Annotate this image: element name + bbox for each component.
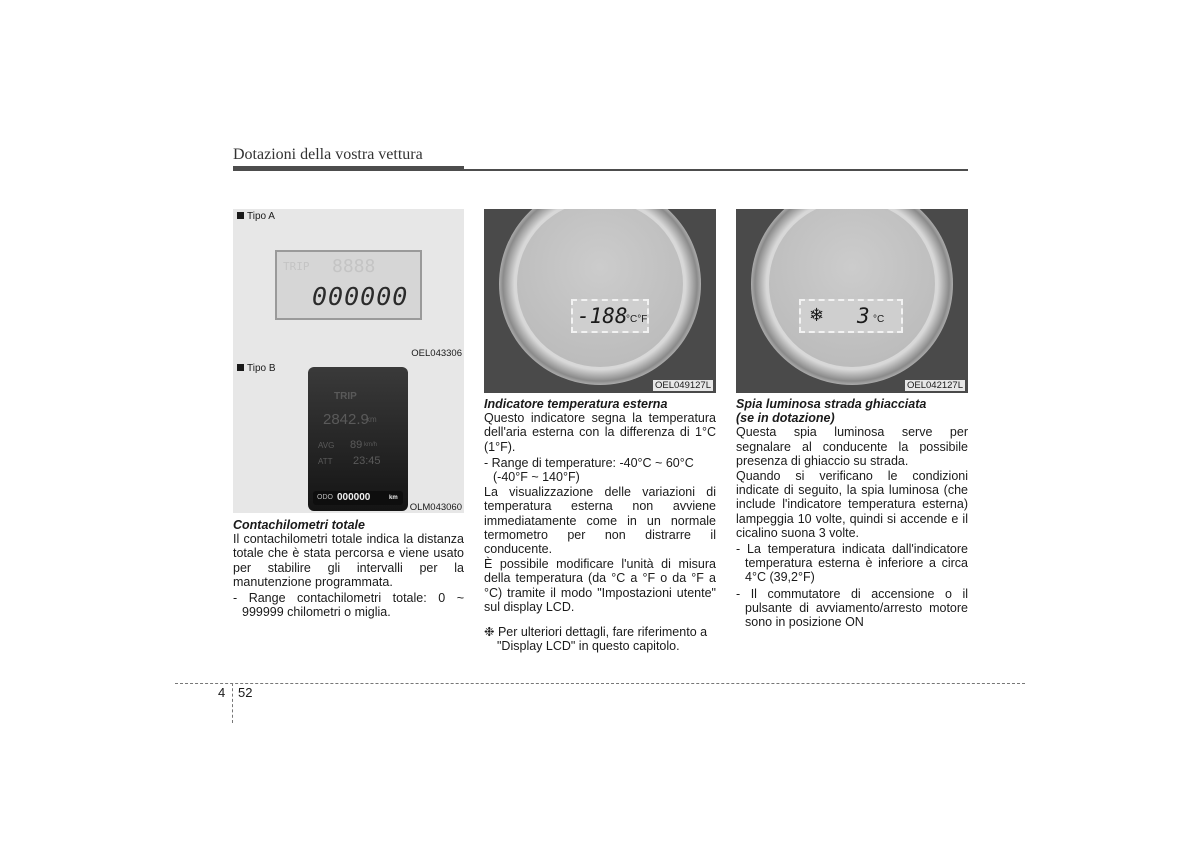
snowflake-icon: ❄ [809,305,825,325]
paragraph: È possibile modificare l'unità di misura della temperatura (da °C a °F o da °F a °C) tramite il modo "Impostazioni utente" sul display LCD. [484,557,716,614]
lcd-odometer-a [275,250,422,320]
figure-tipo-b [233,361,464,513]
section-subtitle: (se in dotazione) [736,411,835,426]
trip-value: 2842.9 [323,411,369,428]
section-title: Spia luminosa strada ghiacciata [736,397,927,411]
paragraph: Questo indicatore segna la temperatura dell'aria esterna con la differenza di 1°C (1°F). [484,411,716,454]
figure-label [237,211,275,222]
figure-label-text: Tipo B [247,363,276,374]
ice-temperature-unit: °C [873,314,885,325]
figure-temperature-gauge [484,209,716,393]
figure-code: OEL043306 [411,348,462,359]
temperature-display-unit: °C°F [626,314,648,325]
temperature-display-value: -188 [577,304,628,328]
section-title: Contachilometri totale [233,518,365,532]
page-number: 52 [238,685,253,700]
paragraph: Questa spia luminosa serve per segnalare al conducente la possibile presenza di ghiaccio su strada. [736,425,968,468]
paragraph: Quando si verificano le condizioni indicate di seguito, la spia luminosa (che include l'indicatore temperatura esterna) lampeggia 10 volte, quindi si accende e il cicalino suona 3 volte. [736,469,968,540]
bullet-item: - Range di temperature: -40°C ~ 60°C (-40°F ~ 140°F) [484,455,694,485]
figure-label-text: Tipo A [247,211,275,222]
column-temperature-text [484,397,716,653]
figure-ice-warning-gauge [736,209,968,393]
lcd-ghost-trip: TRIP [283,260,310,273]
odo-label: ODO [317,494,333,501]
avg-value: 89 [350,439,363,451]
header-rule-dark [233,166,464,171]
odometer-strip [313,491,403,505]
paragraph: Il contachilometri totale indica la distanza totale che è stata percorsa e viene usato per stabilire gli intervalli per la manutenzione programmata. [233,532,464,589]
temperature-lcd [571,299,649,333]
square-bullet-icon [237,364,244,371]
header-rule [464,169,968,171]
column-ice-warning-text [736,397,968,629]
lcd-ghost-digits: 8888 [332,256,376,277]
figure-code: OEL049127L [655,380,711,391]
time-value: 23:45 [353,455,381,467]
section-number: 4 [218,685,226,700]
trip-label: TRIP [334,391,357,402]
trip-unit: km [366,415,377,424]
figure-tipo-a [233,209,464,361]
figure-label [237,363,276,374]
odo-unit: km [389,495,398,501]
figure-code: OEL042127L [907,380,963,391]
column-odometer-text [233,518,464,619]
note: ❉ Per ulteriori dettagli, fare riferimento a "Display LCD" in questo capitolo. [484,625,708,654]
avg-unit: km/h [364,442,378,448]
footer-divider [232,683,233,723]
odo-value: 000000 [337,492,371,503]
bullet-item: - Il commutatore di accensione o il pulsante di avviamento/arresto motore sono in posizione ON [736,586,968,630]
ice-temperature-value: 3 [857,304,870,328]
bullet-item: - La temperatura indicata dall'indicatore temperatura esterna è inferiore a circa 4°C (39,2°F) [736,542,968,585]
lcd-display-b [308,367,408,511]
page-header-title: Dotazioni della vostra vettura [233,146,423,163]
lcd-odometer-value: 000000 [312,282,409,311]
bullet-item: - Range contachilometri totale: 0 ~ 999999 chilometri o miglia. [233,591,464,620]
avg-label: AVG [318,441,335,450]
paragraph: La visualizzazione delle variazioni di temperatura esterna non avviene immediatamente come in un normale termometro per non distrarre il conducente. [484,485,716,557]
ice-warning-lcd [799,299,903,333]
square-bullet-icon [237,212,244,219]
att-label: ATT [318,457,333,466]
footer-rule [175,683,1025,684]
section-title: Indicatore temperatura esterna [484,397,668,411]
figure-code: OLM043060 [409,502,462,513]
